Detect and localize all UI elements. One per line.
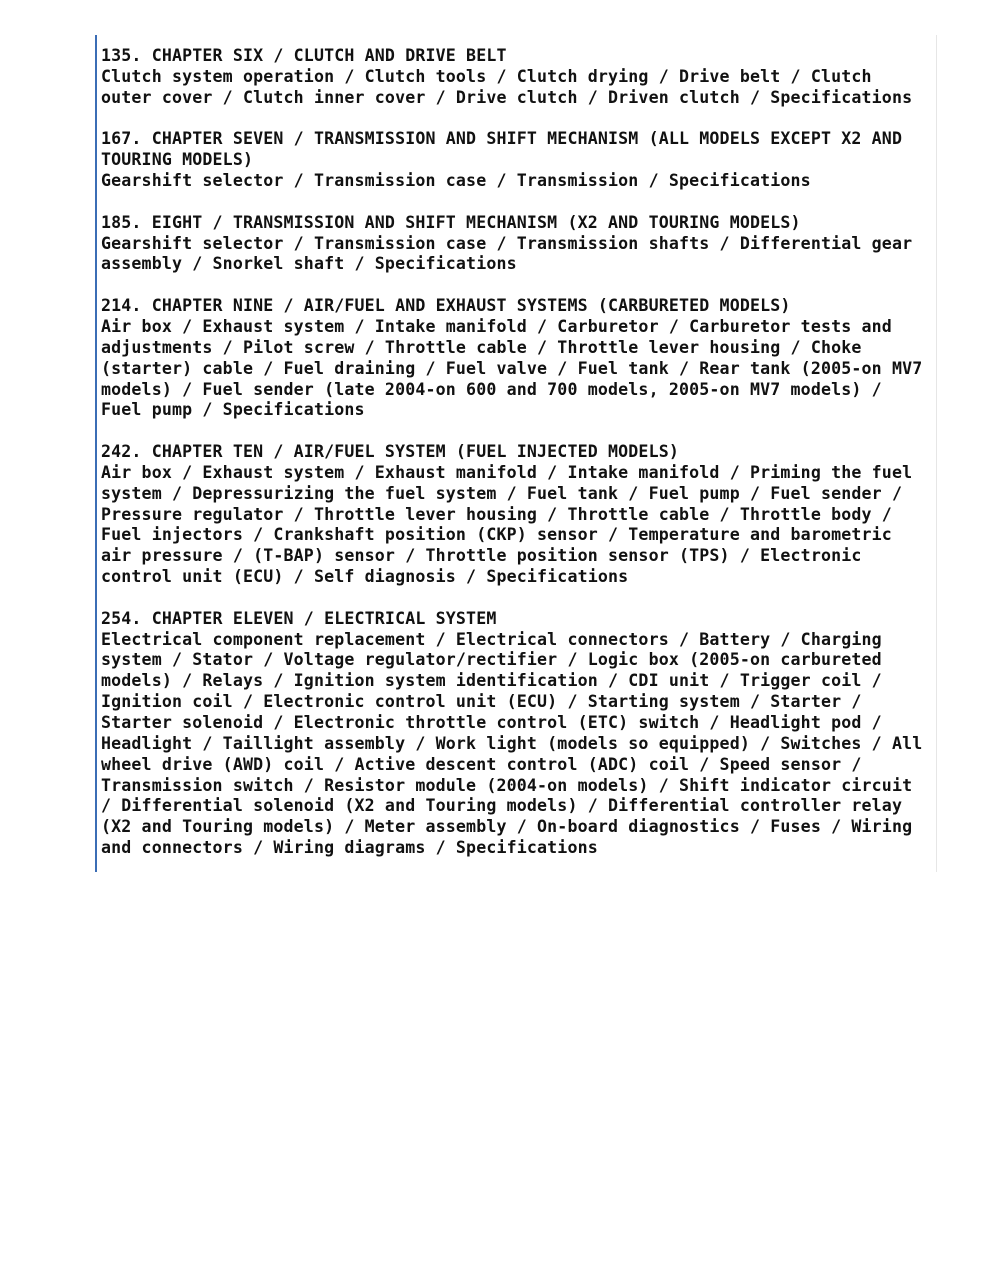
chapter-topics: Starter solenoid / Electronic throttle control (ETC) switch / Headlight pod / bbox=[101, 713, 882, 732]
chapter-heading: 135. CHAPTER SIX / CLUTCH AND DRIVE BELT bbox=[101, 46, 507, 65]
chapter-heading: 214. CHAPTER NINE / AIR/FUEL AND EXHAUST SYSTEMS (CARBURETED MODELS) bbox=[101, 296, 791, 316]
chapter-heading: 254. CHAPTER ELEVEN / ELECTRICAL SYSTEM bbox=[101, 608, 497, 628]
chapter-topics: Transmission switch / Resistor module (2004-on models) / Shift indicator circuit bbox=[101, 775, 913, 795]
table-of-contents bbox=[101, 46, 937, 859]
chapter-topics: models) / Relays / Ignition system identification / CDI unit / Trigger coil / bbox=[101, 671, 882, 691]
chapter-entry-nine bbox=[101, 296, 937, 421]
chapter-topics: system / Depressurizing the fuel system / Fuel tank / Fuel pump / Fuel sender / bbox=[101, 483, 903, 503]
chapter-topics: adjustments / Pilot screw / Throttle cable / Throttle lever housing / Choke bbox=[101, 337, 862, 357]
chapter-topics: outer cover / Clutch inner cover / Drive clutch / Driven clutch / Specifications bbox=[101, 87, 913, 107]
chapter-topics: Clutch system operation / Clutch tools / Clutch drying / Drive belt / Clutch bbox=[101, 66, 872, 86]
chapter-heading: 242. CHAPTER TEN / AIR/FUEL SYSTEM (FUEL INJECTED MODELS) bbox=[101, 442, 679, 462]
chapter-topics: system / Stator / Voltage regulator/rectifier / Logic box (2005-on carbureted bbox=[101, 650, 882, 670]
chapter-topics: control unit (ECU) / Self diagnosis / Specifications bbox=[101, 567, 629, 587]
chapter-topics: Air box / Exhaust system / Exhaust manifold / Intake manifold / Priming the fuel bbox=[101, 462, 913, 482]
chapter-entry-eight bbox=[101, 213, 937, 276]
chapter-topics: air pressure / (T-BAP) sensor / Throttle position sensor (TPS) / Electronic bbox=[101, 546, 862, 566]
chapter-heading: TOURING MODELS) bbox=[101, 150, 254, 170]
chapter-topics: (X2 and Touring models) / Meter assembly / On-board diagnostics / Fuses / Wiring bbox=[101, 817, 913, 837]
chapter-entry-ten bbox=[101, 442, 937, 588]
chapter-topics: (starter) cable / Fuel draining / Fuel valve / Fuel tank / Rear tank (2005-on MV7 bbox=[101, 358, 923, 378]
chapter-topics: Gearshift selector / Transmission case / Transmission shafts / Differential gear bbox=[101, 233, 913, 253]
chapter-topics: Air box / Exhaust system / Intake manifold / Carburetor / Carburetor tests and bbox=[101, 316, 892, 336]
chapter-entry-eleven bbox=[101, 609, 937, 859]
chapter-topics: / Differential solenoid (X2 and Touring models) / Differential controller relay bbox=[101, 796, 903, 816]
chapter-topics: and connectors / Wiring diagrams / Specifications bbox=[101, 838, 598, 858]
chapter-topics: Ignition coil / Electronic control unit (ECU) / Starting system / Starter / bbox=[101, 692, 862, 712]
chapter-heading: 167. CHAPTER SEVEN / TRANSMISSION AND SHIFT MECHANISM (ALL MODELS EXCEPT X2 AND bbox=[101, 129, 903, 149]
chapter-topics: wheel drive (AWD) coil / Active descent control (ADC) coil / Speed sensor / bbox=[101, 754, 862, 774]
chapter-topics: Headlight / Taillight assembly / Work light (models so equipped) / Switches / All bbox=[101, 733, 923, 753]
chapter-topics: models) / Fuel sender (late 2004-on 600 and 700 models, 2005-on MV7 models) / bbox=[101, 379, 882, 399]
chapter-topics: Fuel pump / Specifications bbox=[101, 400, 365, 420]
chapter-topics: Electrical component replacement / Electrical connectors / Battery / Charging bbox=[101, 629, 882, 649]
chapter-topics: Fuel injectors / Crankshaft position (CKP) sensor / Temperature and barometric bbox=[101, 525, 892, 545]
table-of-contents-panel bbox=[95, 35, 937, 872]
chapter-topics: Gearshift selector / Transmission case / Transmission / Specifications bbox=[101, 171, 811, 191]
chapter-topics: assembly / Snorkel shaft / Specifications bbox=[101, 254, 517, 274]
chapter-topics: Pressure regulator / Throttle lever housing / Throttle cable / Throttle body / bbox=[101, 504, 892, 524]
chapter-entry-six bbox=[101, 46, 937, 109]
chapter-entry-seven bbox=[101, 129, 937, 192]
chapter-heading: 185. EIGHT / TRANSMISSION AND SHIFT MECHANISM (X2 AND TOURING MODELS) bbox=[101, 212, 801, 232]
